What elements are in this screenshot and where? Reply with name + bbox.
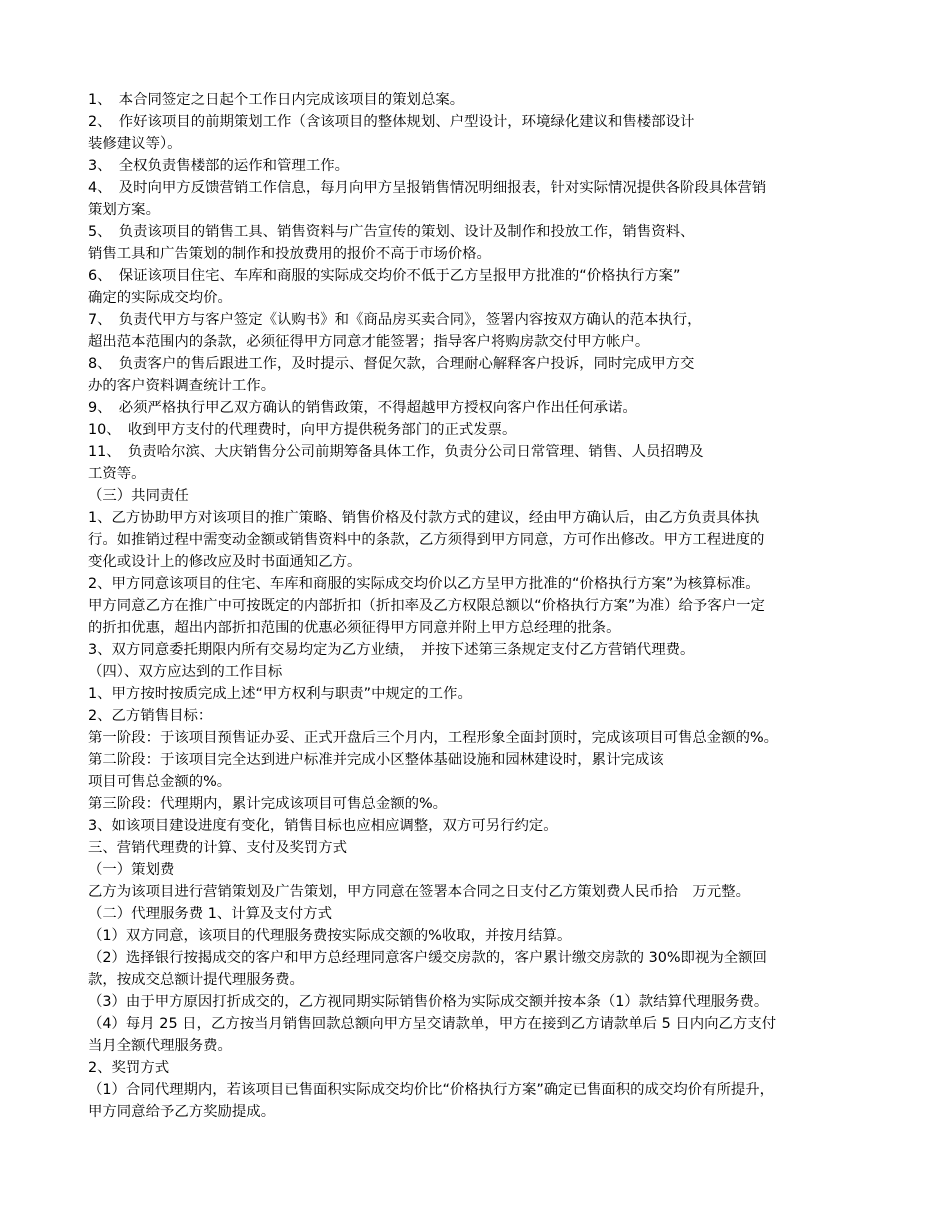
text-line: 9、 必须严格执行甲乙双方确认的销售政策，不得超越甲方授权向客户作出任何承诺。 xyxy=(88,400,637,416)
section-heading: （一）策划费 xyxy=(88,862,175,878)
section-heading: 2、奖罚方式 xyxy=(88,1060,170,1076)
text-line: 4、 及时向甲方反馈营销工作信息，每月向甲方呈报销售情况明细报表，针对实际情况提供各阶段具体营销 xyxy=(88,180,767,196)
text-line: （3）由于甲方原因打折成交的，乙方视同期实际销售价格为实际成交额并按本条（1）款结算代理服务费。 xyxy=(88,994,769,1010)
section-heading: （三）共同责任 xyxy=(88,488,189,504)
text-line: 1、甲方按时按质完成上述“甲方权利与职责”中规定的工作。 xyxy=(88,686,472,702)
text-line: 的折扣优惠，超出内部折扣范围的优惠必须征得甲方同意并附上甲方总经理的批条。 xyxy=(88,620,621,636)
text-line: 2、甲方同意该项目的住宅、车库和商服的实际成交均价以乙方呈甲方批准的“价格执行方案”为核算标准。 xyxy=(88,576,760,592)
text-line: 甲方同意给予乙方奖励提成。 xyxy=(88,1104,276,1120)
section-heading: （二）代理服务费 1、计算及支付方式 xyxy=(88,906,332,922)
text-line: 6、 保证该项目住宅、车库和商服的实际成交均价不低于乙方呈报甲方批准的“价格执行方案” xyxy=(88,268,681,284)
text-line: 第三阶段：代理期内，累计完成该项目可售总金额的%。 xyxy=(88,796,448,812)
text-line: 5、 负责该项目的销售工具、销售资料与广告宣传的策划、设计及制作和投放工作，销售资料、 xyxy=(88,224,695,240)
text-line: 2、 作好该项目的前期策划工作（含该项目的整体规划、户型设计，环境绿化建议和售楼部设计 xyxy=(88,114,695,130)
text-line: 项目可售总金额的%。 xyxy=(88,774,232,790)
section-heading: （四）、双方应达到的工作目标 xyxy=(88,664,283,680)
text-line: 款，按成交总额计提代理服务费。 xyxy=(88,972,304,988)
text-line: 2、乙方销售目标： xyxy=(88,708,213,724)
text-line: 超出范本范围内的条款，必须征得甲方同意才能签署；指导客户将购房款交付甲方帐户。 xyxy=(88,334,650,350)
text-line: 工资等。 xyxy=(88,466,146,482)
text-line: （1）双方同意，该项目的代理服务费按实际成交额的%收取，并按月结算。 xyxy=(88,928,572,944)
text-line: 当月全额代理服务费。 xyxy=(88,1038,232,1054)
text-line: 3、双方同意委托期限内所有交易均定为乙方业绩， 并按下述第三条规定支付乙方营销代理费。 xyxy=(88,642,695,658)
text-line: 甲方同意乙方在推广中可按既定的内部折扣（折扣率及乙方权限总额以“价格执行方案”为准）给予客户一定 xyxy=(88,598,765,614)
text-line: 变化或设计上的修改应及时书面通知乙方。 xyxy=(88,554,362,570)
text-line: 11、 负责哈尔滨、大庆销售分公司前期筹备具体工作，负责分公司日常管理、销售、人员招聘及 xyxy=(88,444,704,460)
text-line: 装修建议等）。 xyxy=(88,136,182,152)
text-line: 乙方为该项目进行营销策划及广告策划，甲方同意在签署本合同之日支付乙方策划费人民币拾 万元整。 xyxy=(88,884,750,900)
text-line: 10、 收到甲方支付的代理费时，向甲方提供税务部门的正式发票。 xyxy=(88,422,517,438)
text-line: 第二阶段：于该项目完全达到进户标准并完成小区整体基础设施和园林建设时，累计完成该 xyxy=(88,752,664,768)
text-line: （1）合同代理期内，若该项目已售面积实际成交均价比“价格执行方案”确定已售面积的成交均价有所提升， xyxy=(88,1082,775,1098)
text-line: 8、 负责客户的售后跟进工作，及时提示、督促欠款，合理耐心解释客户投诉，同时完成甲方交 xyxy=(88,356,695,372)
text-line: （2）选择银行按揭成交的客户和甲方总经理同意客户缓交房款的，客户累计缴交房款的 30%即视为全额回 xyxy=(88,950,767,966)
text-line: 行。如推销过程中需变动金额或销售资料中的条款，乙方须得到甲方同意，方可作出修改。甲方工程进度的 xyxy=(88,532,765,548)
text-line: 策划方案。 xyxy=(88,202,160,218)
text-line: 办的客户资料调查统计工作。 xyxy=(88,378,276,394)
text-line: 7、 负责代甲方与客户签定《认购书》和《商品房买卖合同》，签署内容按双方确认的范本执行， xyxy=(88,312,702,328)
text-line: 3、如该项目建设进度有变化，销售目标也应相应调整，双方可另行约定。 xyxy=(88,818,558,834)
section-heading: 三、营销代理费的计算、支付及奖罚方式 xyxy=(88,840,348,856)
text-line: 第一阶段：于该项目预售证办妥、正式开盘后三个月内，工程形象全面封顶时，完成该项目可售总金额的%。 xyxy=(88,730,779,746)
text-line: 销售工具和广告策划的制作和投放费用的报价不高于市场价格。 xyxy=(88,246,491,262)
text-line: 3、 全权负责售楼部的运作和管理工作。 xyxy=(88,158,349,174)
text-line: 1、乙方协助甲方对该项目的推广策略、销售价格及付款方式的建议，经由甲方确认后，由乙方负责具体执 xyxy=(88,510,760,526)
text-line: （4）每月 25 日，乙方按当月销售回款总额向甲方呈交请款单，甲方在接到乙方请款单后 5 日内向乙方支付 xyxy=(88,1016,777,1032)
document-page xyxy=(88,89,878,1123)
text-line: 1、 本合同签定之日起个工作日内完成该项目的策划总案。 xyxy=(88,92,465,108)
text-line: 确定的实际成交均价。 xyxy=(88,290,232,306)
